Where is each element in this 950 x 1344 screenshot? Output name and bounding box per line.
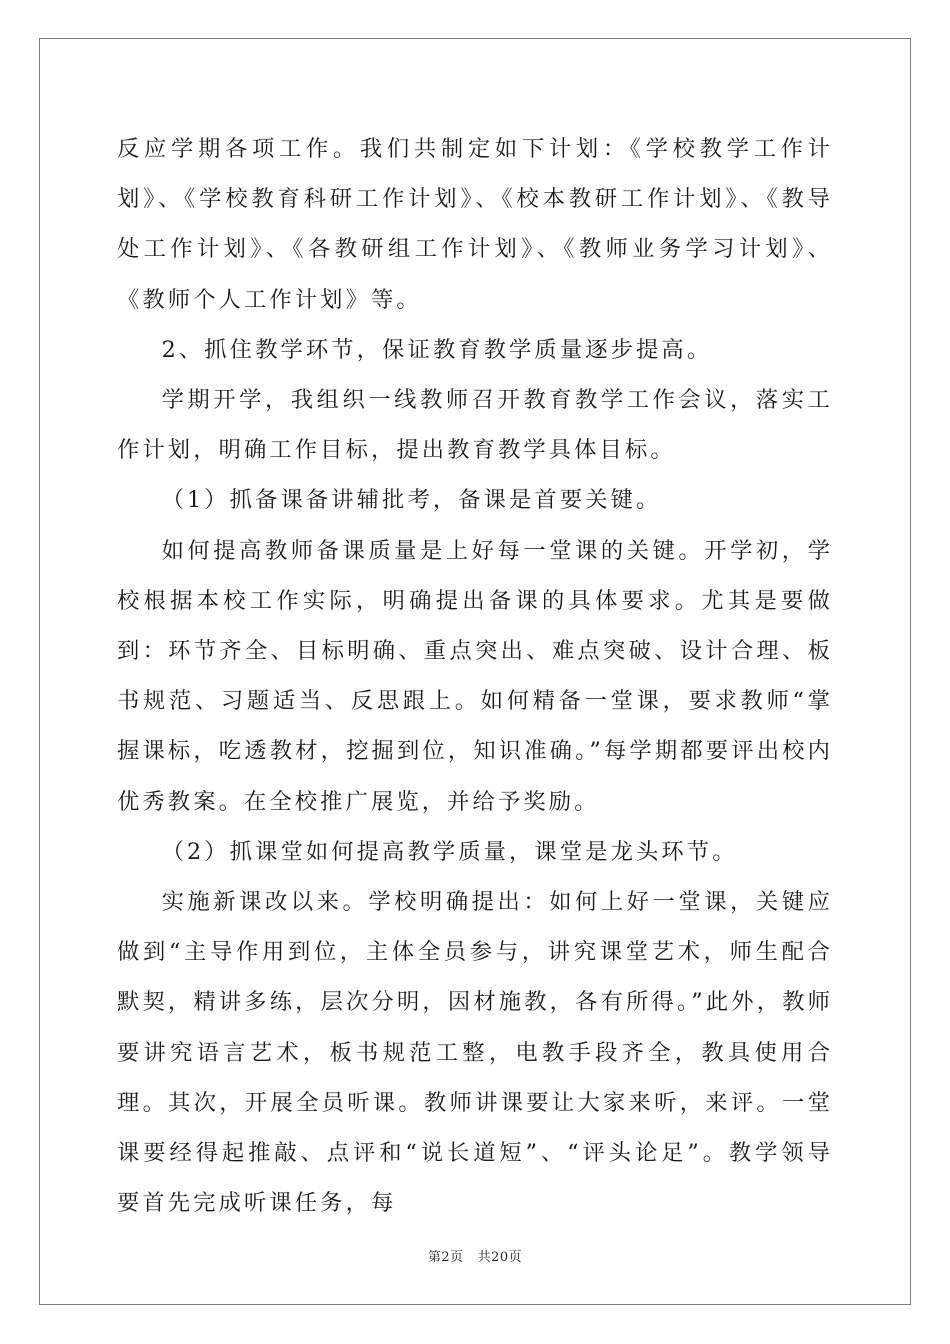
page-number: 第2页 [427,1250,464,1265]
document-body [117,124,833,1228]
paragraph-5: 如何提高教师备课质量是上好每一堂课的关键。开学初，学校根据本校工作实际，明确提出备课的具体要求。尤其是要做到：环节齐全、目标明确、重点突出、难点突破、设计合理、板书规范、习题适当、反思跟上。如何精备一堂课，要求教师“掌握课标，吃透教材，挖掘到位，知识准确。”每学期都要评出校内优秀教案。在全校推广展览，并给予奖励。 [117,537,833,815]
paragraph-2: 2、抓住教学环节，保证教育教学质量逐步提高。 [161,336,713,363]
page-footer [0,1246,950,1265]
paragraph-7: 实施新课改以来。学校明确提出：如何上好一堂课，关键应做到“主导作用到位，主体全员参与，讲究课堂艺术，师生配合默契，精讲多练，层次分明，因材施教，各有所得。”此外，教师要讲究语言艺术，板书规范工整，电教手段齐全，教具使用合理。其次，开展全员听课。教师讲课要让大家来听，来评。一堂课要经得起推敲、点评和“说长道短”、“评头论足”。教学领导要首先完成听课任务，每 [117,889,833,1217]
paragraph-3: 学期开学，我组织一线教师召开教育教学工作会议，落实工作计划，明确工作目标，提出教育教学具体目标。 [117,387,833,464]
page-total: 共20页 [477,1250,523,1265]
paragraph-6: （2）抓课堂如何提高教学质量，课堂是龙头环节。 [161,838,738,865]
paragraph-4: （1）抓备课备讲辅批考，备课是首要关键。 [161,487,662,514]
paragraph-1: 反应学期各项工作。我们共制定如下计划：《学校教学工作计划》、《学校教育科研工作计划》、《校本教研工作计划》、《教导处工作计划》、《各教研组工作计划》、《教师业务学习计划》、《教师个人工作计划》等。 [117,136,833,313]
